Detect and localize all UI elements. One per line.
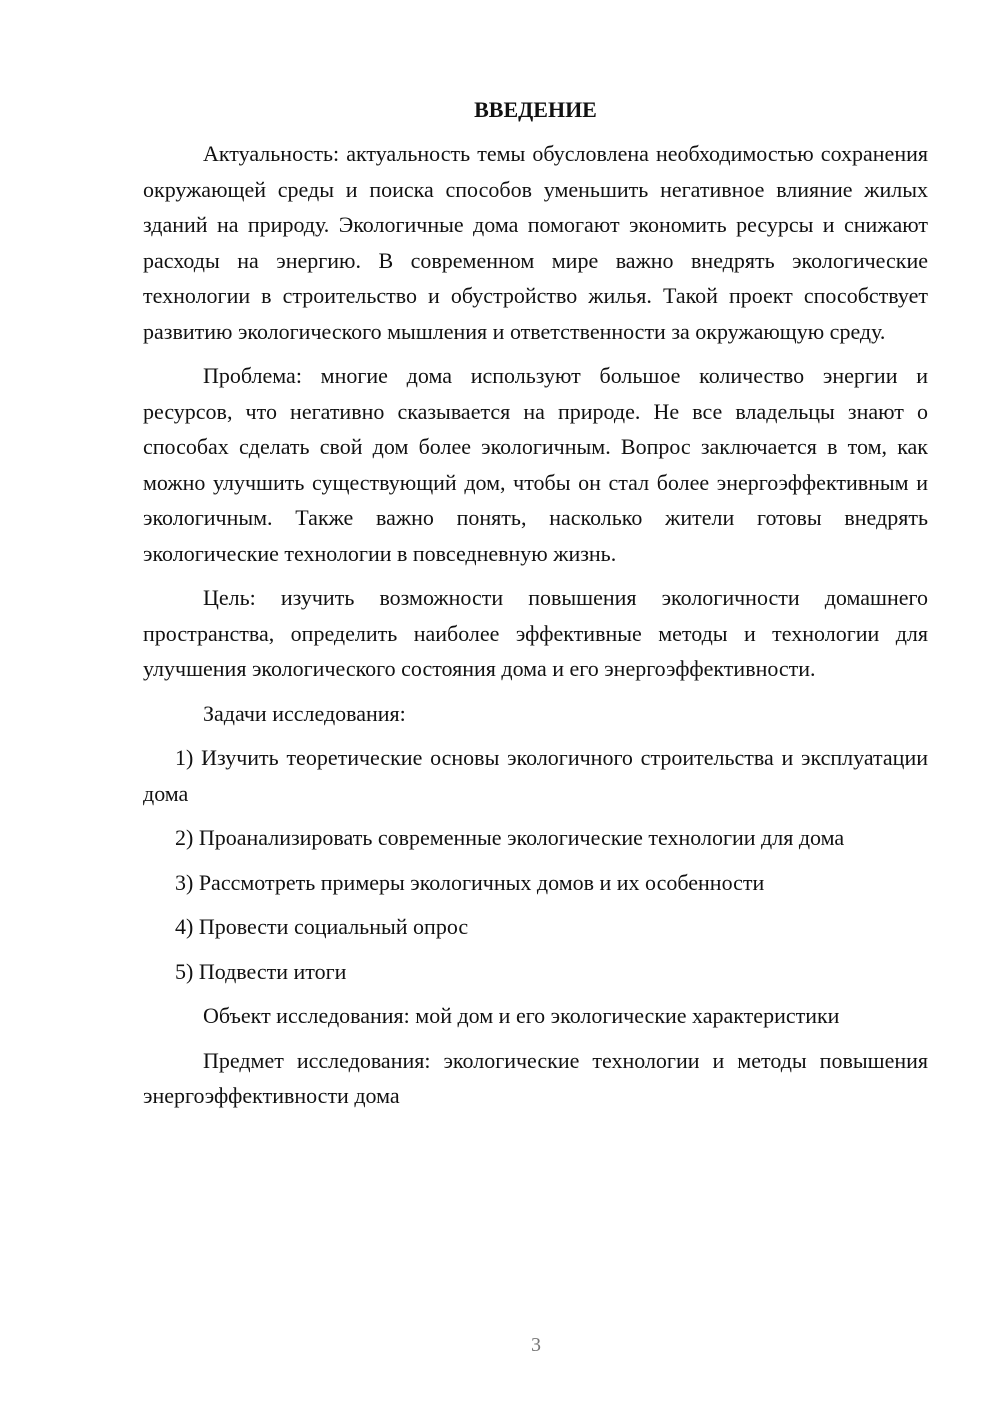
task-item-2: 2) Проанализировать современные экологические технологии для дома (175, 825, 845, 850)
task-item-4: 4) Провести социальный опрос (175, 914, 469, 939)
page-content (143, 94, 928, 1123)
subject-paragraph: Предмет исследования: экологические технологии и методы повышения энергоэффективности дома (143, 1047, 928, 1108)
tasks-heading: Задачи исследования: (203, 700, 406, 726)
relevance-paragraph: Актуальность: актуальность темы обусловлена необходимостью сохранения окружающей среды и поиска способов уменьшить негативное влияние жилых зданий на природу. Экологичные дома помогают экономить ресурсы и снижают расходы на энергию. В современном мире важно внедрять экологические технологии в строительство и обустройство жилья. Такой проект способствует развитию экологического мышления и ответственности за окружающую среду. (143, 141, 928, 344)
object-paragraph: Объект исследования: мой дом и его экологические характеристики (203, 1003, 840, 1028)
task-item-1: 1) Изучить теоретические основы экологичного строительства и эксплуатации дома (143, 745, 928, 806)
problem-paragraph: Проблема: многие дома используют большое количество энергии и ресурсов, что негативно сказывается на природе. Не все владельцы знают о способах сделать свой дом более экологичным. Вопрос заключается в том, как можно улучшить существующий дом, чтобы он стал более энергоэффективным и экологичным. Также важно понять, насколько жители готовы внедрять экологические технологии в повседневную жизнь. (143, 363, 928, 566)
page-number: 3 (531, 1334, 541, 1356)
goal-paragraph: Цель: изучить возможности повышения экологичности домашнего пространства, определить наиболее эффективные методы и технологии для улучшения экологического состояния дома и его энергоэффективности. (143, 585, 928, 681)
task-item-3: 3) Рассмотреть примеры экологичных домов и их особенности (175, 869, 765, 895)
task-item-5: 5) Подвести итоги (175, 958, 347, 984)
section-heading: ВВЕДЕНИЕ (474, 97, 597, 122)
